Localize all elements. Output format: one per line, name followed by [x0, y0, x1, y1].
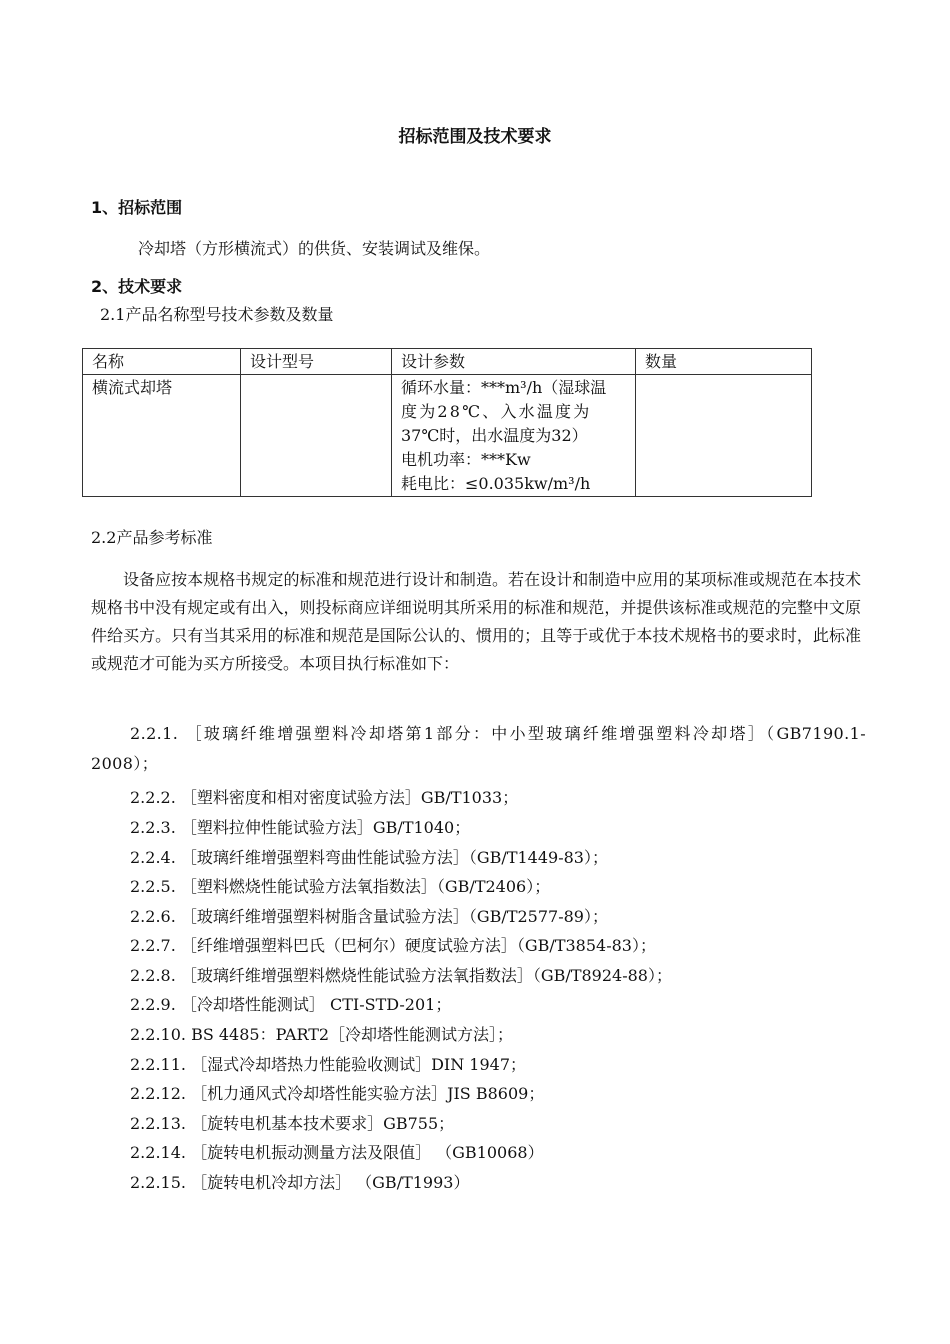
- table-header-cell: 设计型号: [241, 349, 392, 375]
- standard-item: 2.2.4. ［玻璃纤维增强塑料弯曲性能试验方法］（GB/T1449-83）；: [130, 848, 608, 867]
- standard-item: 2.2.14. ［旋转电机振动测量方法及限值］ （GB10068）: [130, 1143, 544, 1162]
- standard-item: 2.2.1. ［玻璃纤维增强塑料冷却塔第1部分：中小型玻璃纤维增强塑料冷却塔］（GB7190.1-2008）；: [91, 724, 866, 773]
- param-line: 度为28℃、入水温度为: [401, 402, 592, 421]
- standard-item: 2.2.12. ［机力通风式冷却塔性能实验方法］JIS B8609；: [130, 1084, 545, 1103]
- standard-item: 2.2.15. ［旋转电机冷却方法］ （GB/T1993）: [130, 1173, 470, 1192]
- params-cell: [392, 375, 636, 497]
- param-line: 电机功率：***Kw: [401, 450, 531, 469]
- standard-item: 2.2.13. ［旋转电机基本技术要求］GB755；: [130, 1114, 455, 1133]
- page-title: 招标范围及技术要求: [398, 127, 552, 147]
- spec-table: [82, 348, 812, 497]
- product-name-cell: 横流式却塔: [83, 375, 241, 497]
- standards-intro-paragraph: 设备应按本规格书规定的标准和规范进行设计和制造。若在设计和制造中应用的某项标准或规范在本技术规格书中没有规定或有出入，则投标商应详细说明其所采用的标准和规范，并提供该标准或规范的完整中文原件给买方。只有当其采用的标准和规范是国际公认的、惯用的；且等于或优于本技术规格书的要求时，此标准或规范才可能为买方所接受。本项目执行标准如下：: [91, 570, 861, 673]
- table-header-row: [83, 349, 812, 375]
- standard-item: 2.2.10. BS 4485：PART2［冷却塔性能测试方法］；: [130, 1025, 514, 1044]
- table-header-cell: 名称: [83, 349, 241, 375]
- standard-item: 2.2.7. ［纤维增强塑料巴氏（巴柯尔）硬度试验方法］（GB/T3854-83）；: [130, 936, 656, 955]
- standard-item: 2.2.8. ［玻璃纤维增强塑料燃烧性能试验方法氧指数法］（GB/T8924-88）；: [130, 966, 672, 985]
- standard-item: 2.2.9. ［冷却塔性能测试］ CTI-STD-201；: [130, 995, 452, 1014]
- param-line: 循环水量：***m³/h（湿球温: [401, 378, 607, 397]
- table-row: [83, 375, 812, 497]
- standard-item: 2.2.6. ［玻璃纤维增强塑料树脂含量试验方法］（GB/T2577-89）；: [130, 907, 608, 926]
- section-2-heading: 2、技术要求: [91, 277, 183, 296]
- model-cell: [241, 375, 392, 497]
- table-header-cell: 设计参数: [392, 349, 636, 375]
- section-1-text: 冷却塔（方形横流式）的供货、安装调试及维保。: [138, 239, 491, 258]
- section-1-heading: 1、招标范围: [91, 198, 183, 217]
- standard-item: 2.2.3. ［塑料拉伸性能试验方法］GB/T1040；: [130, 818, 471, 837]
- param-line: 耗电比：≤0.035kw/m³/h: [401, 474, 591, 493]
- subsection-2-1-heading: 2.1产品名称型号技术参数及数量: [100, 305, 334, 324]
- quantity-cell: [636, 375, 812, 497]
- table-header-cell: 数量: [636, 349, 812, 375]
- standard-item: 2.2.2. ［塑料密度和相对密度试验方法］GB/T1033；: [130, 788, 519, 807]
- standard-item: 2.2.11. ［湿式冷却塔热力性能验收测试］DIN 1947；: [130, 1055, 527, 1074]
- param-line: 37℃时，出水温度为32）: [401, 426, 588, 445]
- subsection-2-2-heading: 2.2产品参考标准: [91, 528, 213, 547]
- standard-item: 2.2.5. ［塑料燃烧性能试验方法氧指数法］（GB/T2406）；: [130, 877, 551, 896]
